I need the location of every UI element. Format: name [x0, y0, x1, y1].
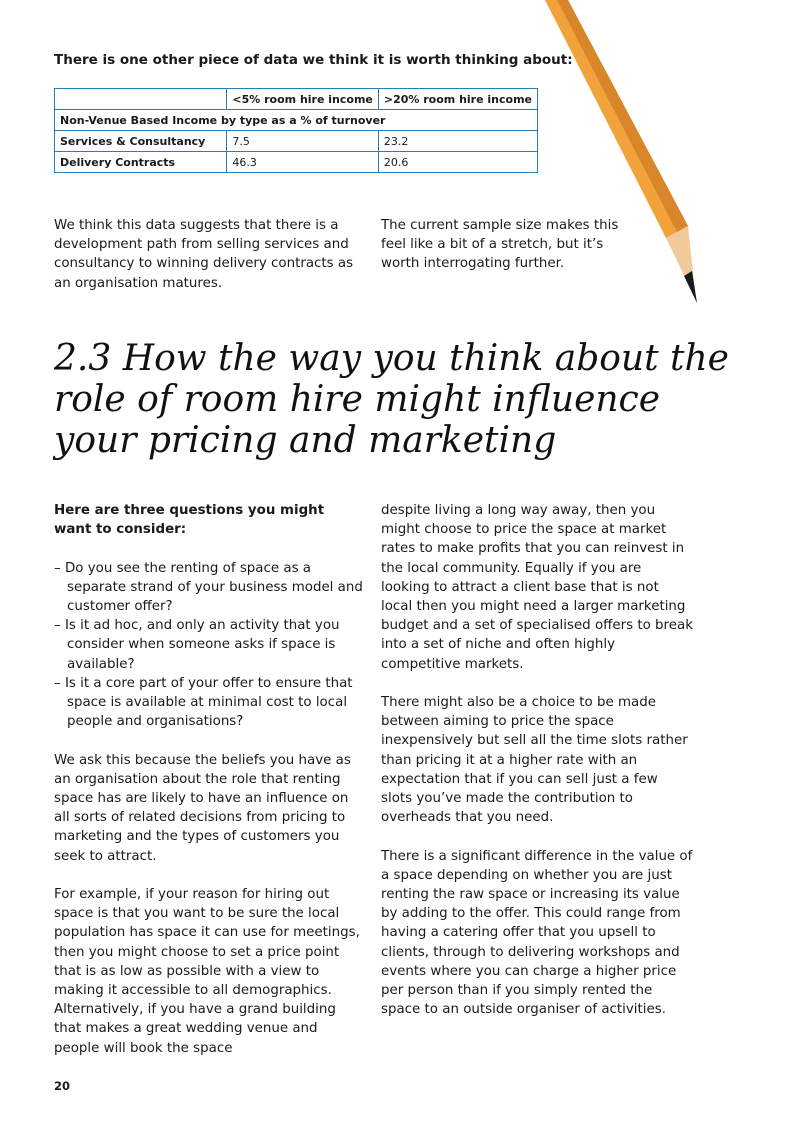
table-row — [55, 131, 538, 152]
pencil-lead-tip — [684, 271, 697, 303]
intro-heading: There is one other piece of data we think it is worth thinking about: — [54, 52, 573, 68]
table-header-blank — [55, 89, 227, 110]
list-item: – Do you see the renting of space as a separate strand of your business model and customer offer? — [54, 559, 366, 617]
table-cell-low: 7.5 — [227, 131, 378, 152]
page-number: 20 — [54, 1079, 71, 1093]
section-title: 2.3 How the way you think about the role of room hire might influence your pricing and marketing — [54, 338, 729, 461]
income-table — [54, 88, 538, 173]
left-column — [54, 501, 366, 1058]
table-group-row — [55, 110, 538, 131]
table-row — [55, 152, 538, 173]
pencil-illustration — [540, 0, 710, 310]
table-header-row — [55, 89, 538, 110]
table-row-label: Delivery Contracts — [55, 152, 227, 173]
right-paragraph-1: despite living a long way away, then you might choose to price the space at market rates to make profits that you can reinvest in the local community. Equally if you are looking to attract a client base that is not local then you might need a larger marketing budget and a set of specialised offers to break into a set of niche and often highly competitive markets. — [381, 503, 693, 672]
table-group-label: Non-Venue Based Income by type as a % of turnover — [55, 110, 538, 131]
right-column — [381, 501, 693, 1019]
left-paragraph-1: We ask this because the beliefs you have as an organisation about the role that renting space has are likely to have an influence on all sorts of related decisions from pricing to marketing and the types of customers you seek to attract. — [54, 752, 351, 864]
table-row-label: Services & Consultancy — [55, 131, 227, 152]
left-paragraph-2: For example, if your reason for hiring out space is that you want to be sure the local population has space it can use for meetings, then you might choose to set a price point that is as low as possible with a view to making it accessible to all demographics. Alternatively, if you have a grand building that makes a great wedding venue and people will book the space — [54, 887, 360, 1056]
commentary-left-text: We think this data suggests that there is a development path from selling services and consultancy to winning delivery contracts as an organisation matures. — [54, 218, 354, 291]
questions-lead: Here are three questions you might want to consider: — [54, 503, 325, 538]
list-item: – Is it a core part of your offer to ensure that space is available at minimal cost to local people and organisations? — [54, 674, 366, 732]
table-cell-low: 46.3 — [227, 152, 378, 173]
commentary-left — [54, 216, 366, 293]
commentary-right-text: The current sample size makes this feel like a bit of a stretch, but it’s worth interrogating further. — [381, 218, 619, 272]
table-header-high: >20% room hire income — [378, 89, 537, 110]
list-item: – Is it ad hoc, and only an activity that you consider when someone asks if space is available? — [54, 616, 366, 674]
right-paragraph-3: There is a significant difference in the value of a space depending on whether you are just renting the raw space or increasing its value by adding to the offer. This could range from having a catering offer that you upsell to clients, through to delivering workshops and events where you can charge a higher price per person than if you simply rented the space to an outside organiser of activities. — [381, 848, 693, 1018]
questions-list — [54, 559, 366, 732]
table-cell-high: 20.6 — [378, 152, 537, 173]
table-header-low: <5% room hire income — [227, 89, 378, 110]
right-paragraph-2: There might also be a choice to be made between aiming to price the space inexpensively but sell all the time slots rather than pricing it at a higher rate with an expectation that if you can sell just a few slots you’ve made the contribution to overheads that you need. — [381, 695, 688, 826]
pencil-body-shade — [557, 0, 688, 232]
table-cell-high: 23.2 — [378, 131, 537, 152]
